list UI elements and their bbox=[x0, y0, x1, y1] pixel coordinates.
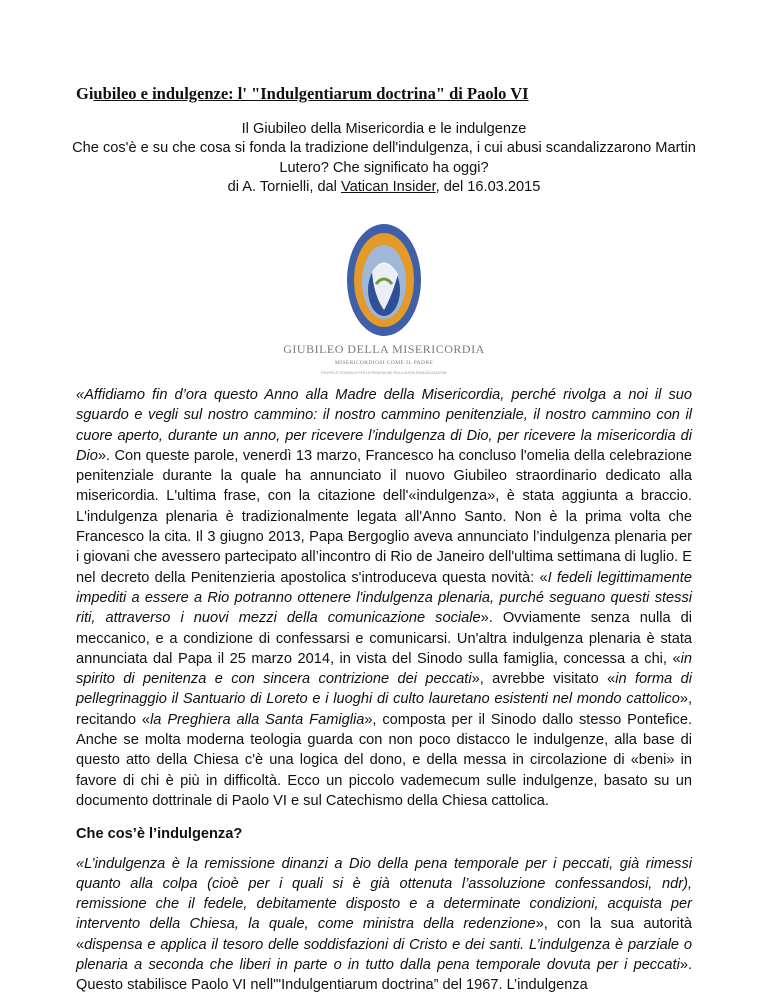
paragraph-definition bbox=[76, 854, 692, 996]
byline-date: , del 16.03.2015 bbox=[435, 178, 541, 195]
document-title bbox=[76, 84, 696, 104]
article-body bbox=[76, 385, 692, 996]
text-segment: ». Questo stabilisce Paolo VI nell'"Indulgentiarum doctrina” del 1967. L’indulgenza bbox=[76, 957, 692, 994]
quote-prayer: la Preghiera alla Santa Famiglia bbox=[150, 711, 365, 728]
logo-title: GIUBILEO DELLA MISERICORDIA bbox=[283, 342, 485, 356]
text-segment: ». Con queste parole, venerdì 13 marzo, Francesco ha concluso l'omelia della celebrazione penitenziale durante la quale ha annunciato il nuovo Giubileo straordinario dedicato alla misericordia. L'ultima frase, con la citazione dell'«indulgenza», è stata aggiunta a braccio. L'indulgenza plenaria è tradizionalmente legata all'Anno Santo. Non è la prima volta che Francesco la cita. Il 3 giugno 2013, Papa Bergoglio aveva annunciato l’indulgenza plenaria per i giovani che avessero partecipato all’incontro di Rio de Janeiro dell'ultima settimana di luglio. E nel decreto della Penitenzieria apostolica s'introduceva questa novità: « bbox=[76, 447, 692, 586]
subtitle-question: Che cos'è e su che cosa si fonda la tradizione dell'indulgenza, i cui abusi scandalizzarono Martin Lutero? Che significato ha oggi? bbox=[72, 140, 696, 176]
text-segment: », composta per il Sinodo dallo stesso Pontefice. Anche se molta moderna teologia guarda con non poco distacco le indulgenze, alla base di questo atto della Chiesa c'è una logica del dono, e della messa in circolazione di «beni» in favore di chi è più in difficoltà. Ecco un piccolo vademecum sulle indulgenze, basato su un documento dottrinale di Paolo VI e sul Catechismo della Chiesa cattolica. bbox=[76, 711, 692, 809]
logo-motto: MISERICORDIOSI COME IL PADRE bbox=[286, 205, 406, 212]
quote-francesco: «Affidiamo fin d’ora questo Anno alla Madre della Misericordia, perché rivolga a noi il suo sguardo e vegli sul nostro cammino: il nostro cammino penitenziale, il nostro cammino con il cuore aperto, durante un anno, per ricevere l’indulgenza di Dio, per ricevere la misericordia di Dio bbox=[76, 387, 692, 464]
quote-definition: «L’indulgenza è la remissione dinanzi a Dio della pena temporale per i peccati, già rimessi quanto alla colpa (cioè per i quali si è già ottenuta l’assoluzione confessandosi, ndr), remissione che il fedele, debitamente disposto e a determinate condizioni, acquista per intervento della Chiesa, la quale, come ministra della redenzione bbox=[76, 855, 692, 933]
logo-subtitle: MISERICORDIOSI COME IL PADRE bbox=[334, 360, 434, 366]
logo-footer: PONTIFICIO CONSIGLIO PER LA PROMOZIONE DELLA NUOVA EVANGELIZZAZIONE bbox=[320, 371, 448, 375]
subtitle-line: Il Giubileo della Misericordia e le indulgenze bbox=[241, 121, 527, 137]
quote-penitence: in spirito di penitenza e con sincera contrizione dei peccati bbox=[76, 650, 692, 688]
paragraph-intro bbox=[76, 385, 692, 811]
jubilee-logo bbox=[283, 205, 485, 380]
byline-author: di A. Tornielli, dal bbox=[227, 178, 341, 195]
quote-loreto: in forma di pellegrinaggio il Santuario di Loreto e i luoghi di culto lauretano esistenti nel mondo cattolico bbox=[76, 671, 692, 708]
subtitle-block bbox=[60, 120, 708, 197]
title-rest: ubileo e indulgenze: l' "Indulgentiarum doctrina" di Paolo VI bbox=[93, 84, 529, 103]
text-segment: ». Ovviamente senza nulla di meccanico, e a condizione di confessarsi e comunicarsi. Un'altra indulgenza plenaria è stata annunciata dal Papa il 25 marzo 2014, in vista del Sinodo sulla famiglia, concessa a chi, « bbox=[76, 610, 692, 667]
text-segment: », recitando « bbox=[76, 691, 692, 728]
title-start: Gi bbox=[76, 84, 94, 103]
text-segment: », avrebbe visitato « bbox=[471, 671, 616, 688]
byline bbox=[60, 178, 708, 197]
vatican-insider-link[interactable]: Vatican Insider bbox=[340, 178, 436, 195]
quote-treasure: dispensa e applica il tesoro delle soddisfazioni di Cristo e dei santi. L’indulgenza è parziale o plenaria a seconda che liberi in parte o in tutto dalla pena temporale dovuta per i peccati bbox=[76, 936, 692, 974]
section-heading: Che cos’è l’indulgenza? bbox=[76, 826, 243, 843]
text-segment: », con la sua autorità « bbox=[76, 916, 692, 953]
quote-decree: I fedeli legittimamente impediti a essere a Rio potranno ottenere l'indulgenza plenaria, purché seguano questi stessi riti, attraverso i nuovi mezzi della comunicazione sociale bbox=[76, 569, 692, 627]
